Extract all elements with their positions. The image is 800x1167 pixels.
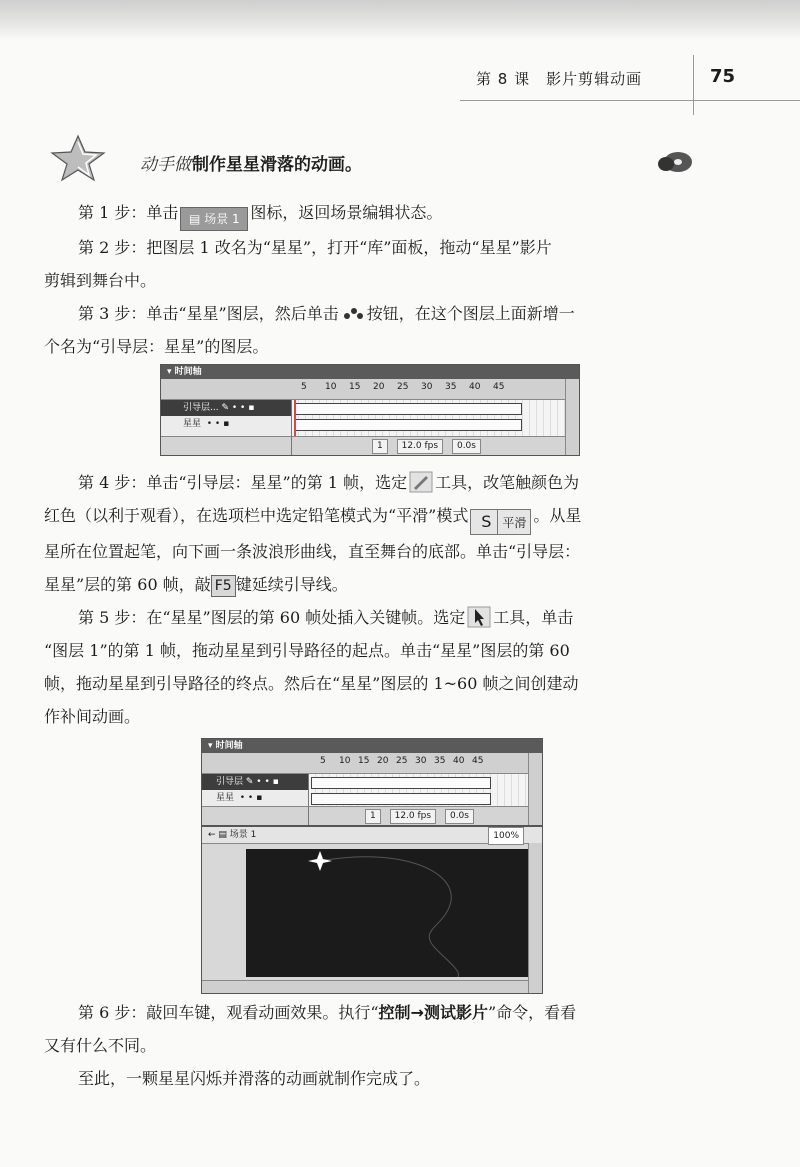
frame-rate: 12.0 fps (390, 809, 436, 824)
timeline-scrollbar[interactable] (528, 753, 542, 825)
step1-text-b: 图标，返回场景编辑状态。 (250, 203, 443, 222)
tick: 5 (320, 756, 326, 766)
header-rule (460, 100, 800, 101)
layer-footer (161, 436, 291, 455)
current-frame: 1 (365, 809, 381, 824)
guide-tween (311, 777, 491, 789)
step4-text-a: 第 4 步：单击“引导层：星星”的第 1 帧，选定 (78, 473, 408, 492)
step2-line1: 第 2 步：把图层 1 改名为“星星”，打开“库”面板，拖动“星星”影片 (78, 238, 552, 257)
step6-line2: 又有什么不同。 (44, 1036, 157, 1055)
arrow-tool-icon (467, 606, 491, 628)
step1-text-a: 第 1 步：单击 (78, 203, 179, 222)
frame-rate: 12.0 fps (397, 439, 443, 454)
guide-tween (294, 403, 522, 415)
step4-line2b: 。从星 (533, 506, 582, 525)
smooth-curve-icon: S (475, 510, 498, 534)
timeline-status (309, 806, 528, 825)
tick: 45 (472, 756, 484, 766)
layer-name: 引导层 (216, 777, 244, 787)
step4-line3: 星所在位置起笔，向下画一条波浪形曲线，直至舞台的底部。单击“引导层： (44, 542, 581, 561)
add-guide-layer-icon (341, 302, 365, 324)
tick: 30 (421, 382, 433, 392)
stage-h-scrollbar[interactable] (202, 980, 528, 993)
tick: 40 (469, 382, 481, 392)
pencil-tool-icon (409, 471, 433, 493)
timeline-header (161, 379, 579, 400)
step5-line4: 作补间动画。 (44, 707, 141, 726)
cd-disc-icon (656, 150, 696, 174)
frame-ruler (320, 756, 491, 766)
smooth-mode-label: 平滑 (502, 516, 527, 530)
tick: 10 (325, 382, 337, 392)
current-frame: 1 (372, 439, 388, 454)
step3-text-a: 第 3 步：单击“星星”图层，然后单击 (78, 304, 339, 323)
step6-text-a: 第 6 步：敲回车键，观看动画效果。执行“ (78, 1003, 379, 1022)
layer-row-guide[interactable]: 引导层... ✎ • • ▪ (161, 400, 291, 416)
timeline-header (202, 753, 542, 774)
layer-row-guide[interactable]: 引导层 ✎ • • ▪ (202, 774, 308, 790)
step2-line2: 剪辑到舞台中。 (44, 271, 157, 290)
tick: 5 (301, 382, 307, 392)
running-header: 第 8 课 影片剪辑动画 (476, 70, 643, 88)
conclusion: 至此，一颗星星闪烁并滑落的动画就制作完成了。 (78, 1069, 431, 1088)
step5-text-a: 第 5 步：在“星星”图层的第 60 帧处插入关键帧。选定 (78, 608, 466, 627)
stage-area (201, 826, 543, 994)
star-tween (294, 419, 522, 431)
layer-row-star[interactable]: 星星 • • ▪ (183, 419, 230, 429)
activity-banner (44, 134, 704, 184)
steps-4-5 (44, 466, 700, 733)
scene-1-button: ▤ 场景 1 (180, 207, 248, 231)
tick: 30 (415, 756, 427, 766)
smooth-mode-button (470, 509, 531, 535)
tick: 35 (445, 382, 457, 392)
layer-footer (202, 806, 308, 825)
frame-ruler (301, 382, 517, 392)
layer-name: 引导层... (183, 403, 219, 413)
layer-name: 星星 (183, 419, 202, 429)
layer-row-star[interactable]: 星星 • • ▪ (216, 793, 263, 803)
tick: 45 (493, 382, 505, 392)
scan-top-shadow (0, 0, 800, 40)
page-number: 75 (710, 66, 736, 87)
step6-text-b: ”命令，看看 (487, 1003, 577, 1022)
timeline-title: ▾ 时间轴 (161, 365, 579, 379)
tick: 20 (377, 756, 389, 766)
playhead[interactable] (294, 400, 296, 436)
frame-grid (309, 774, 528, 807)
header-divider (693, 55, 694, 115)
tick: 25 (396, 756, 408, 766)
tick: 10 (339, 756, 351, 766)
timeline-panel-2 (201, 738, 543, 826)
elapsed-time: 0.0s (445, 809, 474, 824)
scene-1-label: 场景 1 (204, 212, 240, 226)
star-tween (311, 793, 491, 805)
zoom-select[interactable]: 100% (488, 827, 524, 845)
hands-on-tag: 动手做 (140, 155, 191, 175)
step4-line4b: 键延续引导线。 (235, 575, 348, 594)
guide-path-drawing (246, 849, 532, 977)
stage-canvas[interactable] (246, 849, 532, 977)
stage-v-scrollbar[interactable] (528, 843, 542, 993)
layer-name: 星星 (216, 793, 235, 803)
section-title: 制作星星滑落的动画。 (192, 155, 362, 175)
tick: 35 (434, 756, 446, 766)
f5-key: F5 (211, 575, 236, 597)
timeline-title: ▾ 时间轴 (202, 739, 542, 753)
tick: 15 (349, 382, 361, 392)
step4-text-b: 工具，改笔触颜色为 (435, 473, 580, 492)
star-logo-icon (48, 134, 108, 182)
edit-bar: ← ▤ 场景 1 100% (202, 827, 542, 844)
scene-label: 场景 1 (229, 830, 257, 840)
step3-line2: 个名为“引导层：星星”的图层。 (44, 337, 269, 356)
frame-grid (292, 400, 565, 437)
step5-text-b: 工具，单击 (493, 608, 574, 627)
steps-1-3 (44, 196, 700, 363)
step5-line2: “图层 1”的第 1 帧，拖动星星到引导路径的起点。单击“星星”图层的第 60 (44, 641, 570, 660)
tick: 40 (453, 756, 465, 766)
elapsed-time: 0.0s (452, 439, 481, 454)
step5-line3: 帧，拖动星星到引导路径的终点。然后在“星星”图层的 1~60 帧之间创建动 (44, 674, 579, 693)
tick: 20 (373, 382, 385, 392)
step3-text-b: 按钮，在这个图层上面新增一 (366, 304, 575, 323)
timeline-panel-1 (160, 364, 580, 456)
star-sprite[interactable] (308, 851, 332, 871)
tick: 15 (358, 756, 370, 766)
tick: 25 (397, 382, 409, 392)
test-movie-command: 控制→测试影片 (378, 1003, 488, 1022)
step-6 (44, 996, 700, 1095)
step4-line2a: 红色（以利于观看），在选项栏中选定铅笔模式为“平滑”模式 (44, 506, 469, 525)
step4-line4a: 星星”层的第 60 帧，敲 (44, 575, 211, 594)
timeline-scrollbar[interactable] (565, 379, 579, 455)
timeline-status (292, 436, 565, 455)
